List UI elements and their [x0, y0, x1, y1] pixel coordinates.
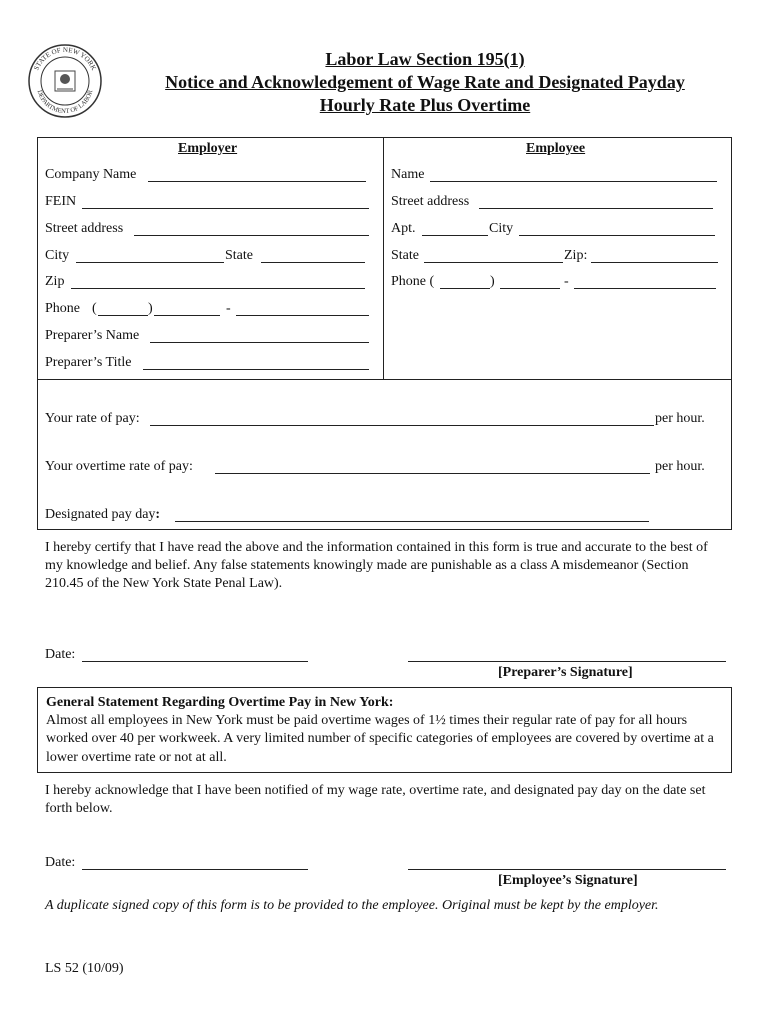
- employer-zip-field[interactable]: [71, 288, 365, 289]
- employer-heading: Employer: [178, 141, 238, 156]
- form-title: [100, 48, 750, 117]
- employer-state-field[interactable]: [261, 262, 365, 263]
- rate-of-pay-label: Your rate of pay:: [45, 411, 140, 426]
- employee-date-label: Date:: [45, 855, 76, 870]
- pay-day-colon: :: [155, 507, 161, 522]
- company-name-label: Company Name: [45, 167, 137, 182]
- fein-label: FEIN: [45, 194, 77, 209]
- employer-state-label: State: [225, 248, 253, 263]
- title-line-2: Notice and Acknowledgement of Wage Rate and Designated Payday: [165, 72, 685, 92]
- employee-zip-field[interactable]: [591, 262, 718, 263]
- party-divider: [383, 137, 384, 380]
- employee-phone-prefix-field[interactable]: [500, 288, 560, 289]
- employee-state-field[interactable]: [424, 262, 563, 263]
- pay-day-label-text: Designated pay day: [45, 507, 156, 522]
- employee-phone-paren-close: ): [490, 274, 495, 289]
- preparer-date-label: Date:: [45, 647, 76, 662]
- employee-date-field[interactable]: [82, 869, 308, 870]
- seal-ring-bottom: DEPARTMENT OF LABOR: [35, 89, 95, 116]
- employee-phone-area-field[interactable]: [440, 288, 490, 289]
- title-line-1: Labor Law Section 195(1): [325, 49, 525, 69]
- employer-phone-area-field[interactable]: [98, 315, 148, 316]
- employer-zip-label: Zip: [45, 274, 65, 289]
- preparer-date-field[interactable]: [82, 661, 308, 662]
- employee-signature-field[interactable]: [408, 869, 726, 870]
- preparer-title-field[interactable]: [143, 369, 369, 370]
- employer-city-label: City: [45, 248, 70, 263]
- preparer-name-field[interactable]: [150, 342, 369, 343]
- employee-phone-dash: -: [564, 274, 569, 289]
- employee-apt-field[interactable]: [422, 235, 488, 236]
- employer-phone-line-field[interactable]: [236, 315, 369, 316]
- overtime-statement-text: Almost all employees in New York must be paid overtime wages of 1½ times their regular rate of pay for all hours worked over 40 per workweek. A very limited number of specific categories of employees are covered by overtime at a lower overtime rate or not at all.: [46, 713, 714, 765]
- employer-phone-paren-close: ): [148, 301, 153, 316]
- svg-text:STATE OF NEW YORK: [32, 46, 97, 72]
- employee-city-label: City: [489, 221, 514, 236]
- overtime-rate-suffix: per hour.: [655, 459, 705, 474]
- employee-state-label: State: [391, 248, 419, 263]
- party-info-box: [37, 137, 732, 380]
- certification-text: I hereby certify that I have read the above and the information contained in this form is true and accurate to the best of my knowledge and belief. Any false statements knowingly made are punishable as a class A misdemeanor (Section 210.45 of the New York State Penal Law).: [45, 540, 708, 592]
- duplicate-copy-note: A duplicate signed copy of this form is to be provided to the employee. Original must be kept by the employer.: [45, 898, 659, 913]
- rate-of-pay-suffix: per hour.: [655, 411, 705, 426]
- overtime-rate-field[interactable]: [215, 473, 650, 474]
- overtime-statement-heading: General Statement Regarding Overtime Pay in New York:: [46, 695, 394, 710]
- employee-street-field[interactable]: [479, 208, 713, 209]
- employee-phone-label: Phone (: [391, 274, 435, 289]
- employer-phone-label: Phone: [45, 301, 80, 316]
- title-line-3: Hourly Rate Plus Overtime: [319, 95, 531, 115]
- pay-day-label: [45, 506, 160, 524]
- form-code: LS 52 (10/09): [45, 961, 124, 976]
- overtime-statement-box: [37, 687, 732, 773]
- preparer-title-label: Preparer’s Title: [45, 355, 132, 370]
- preparer-name-label: Preparer’s Name: [45, 328, 140, 343]
- employer-street-label: Street address: [45, 221, 124, 236]
- rate-of-pay-field[interactable]: [150, 425, 654, 426]
- employee-apt-label: Apt.: [391, 221, 416, 236]
- employee-signature-caption: [Employee’s Signature]: [498, 873, 638, 888]
- preparer-signature-caption: [Preparer’s Signature]: [498, 665, 633, 680]
- employee-street-label: Street address: [391, 194, 470, 209]
- employee-name-label: Name: [391, 167, 425, 182]
- employer-phone-prefix-field[interactable]: [154, 315, 220, 316]
- employer-phone-dash: -: [226, 301, 231, 316]
- seal-ring-top: STATE OF NEW YORK: [32, 45, 98, 72]
- employee-phone-line-field[interactable]: [574, 288, 716, 289]
- overtime-rate-label: Your overtime rate of pay:: [45, 459, 193, 474]
- fein-field[interactable]: [82, 208, 369, 209]
- preparer-signature-field[interactable]: [408, 661, 726, 662]
- employee-city-field[interactable]: [519, 235, 715, 236]
- employee-heading: Employee: [526, 141, 586, 156]
- employer-phone-paren-open: (: [92, 301, 97, 316]
- pay-day-field[interactable]: [175, 521, 649, 522]
- company-name-field[interactable]: [148, 181, 366, 182]
- employee-zip-label: Zip:: [564, 248, 588, 263]
- employer-street-field[interactable]: [134, 235, 369, 236]
- acknowledgement-text: I hereby acknowledge that I have been notified of my wage rate, overtime rate, and designated pay day on the date set forth below.: [45, 783, 706, 817]
- employer-city-field[interactable]: [76, 262, 224, 263]
- employee-name-field[interactable]: [430, 181, 717, 182]
- ny-labor-seal-icon: [27, 43, 103, 119]
